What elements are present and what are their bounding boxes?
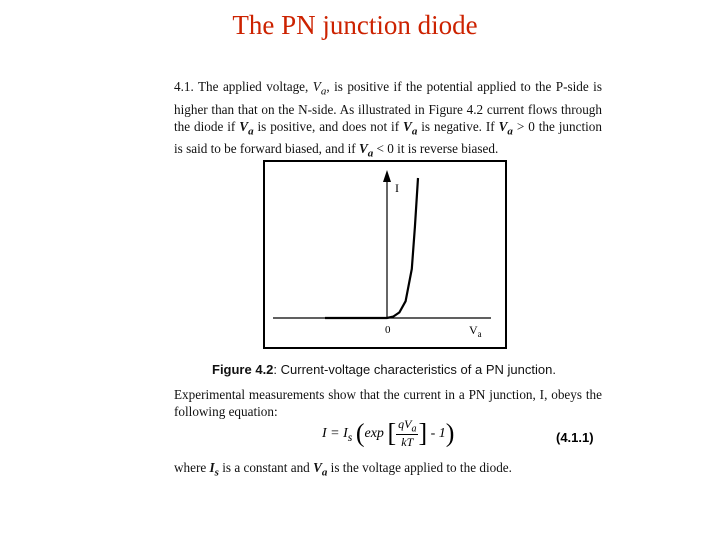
intro-text-3: is positive, and does not if <box>253 118 404 134</box>
iv-figure <box>263 160 507 349</box>
fraction-numerator: $qV_a$ <box>398 417 417 435</box>
y-axis-label: I <box>395 181 399 195</box>
equation-minus-one: - 1 <box>430 425 446 441</box>
figure-caption-text: : Current-voltage characteristics of a PN junction. <box>273 362 556 377</box>
origin-label: 0 <box>385 324 391 336</box>
x-axis-label: $V_a$ <box>469 323 482 339</box>
equation-fraction <box>396 417 418 450</box>
paragraph-intro <box>174 78 602 163</box>
va-symbol: $V_a$ <box>313 460 328 479</box>
y-axis-arrow <box>383 170 391 182</box>
equation-number: (4.1.1) <box>556 430 594 445</box>
intro-text-5: > 0 the junction is said to be forward biased, and if <box>174 118 602 157</box>
slide-title: The PN junction diode <box>232 10 478 40</box>
equation-exp: exp <box>364 425 384 441</box>
iv-curve-chart <box>265 162 505 347</box>
close-bracket: ] <box>418 418 428 448</box>
figure-caption <box>212 362 592 377</box>
close-paren: ) <box>445 418 455 448</box>
fraction-denominator: kT <box>401 435 414 450</box>
diode-equation <box>322 417 462 455</box>
va-symbol: $V_a$ <box>358 141 374 160</box>
va-symbol: $V_a$ <box>498 118 513 138</box>
figure-caption-label: Figure 4.2 <box>212 362 274 377</box>
iv-curve <box>325 178 418 318</box>
paragraph-measurements: Experimental measurements show that the current in a PN junction, I, obeys the following equation: <box>174 387 602 419</box>
va-symbol: $V_a$ <box>312 79 327 98</box>
intro-text-6: < 0 it is reverse biased. <box>373 141 499 157</box>
intro-text-4: is negative. If <box>417 118 499 134</box>
intro-text-1: 4.1. The applied voltage, <box>174 79 313 94</box>
open-paren: ( <box>355 418 365 448</box>
equation-lhs: $I = I_s$ <box>322 425 353 444</box>
va-symbol: $V_a$ <box>239 118 254 138</box>
paragraph-where: where $I_s$ is a constant and $V_a$ is the voltage applied to the diode. <box>174 460 512 479</box>
open-bracket: [ <box>387 418 397 448</box>
va-symbol: $V_a$ <box>403 118 418 138</box>
is-symbol: $I_s$ <box>209 460 219 479</box>
intro-text-2: , is positive if the potential applied to the P-side is higher than that on the N-side. As illustrated in Figure 4.2 current flows through the diode if <box>174 79 602 134</box>
